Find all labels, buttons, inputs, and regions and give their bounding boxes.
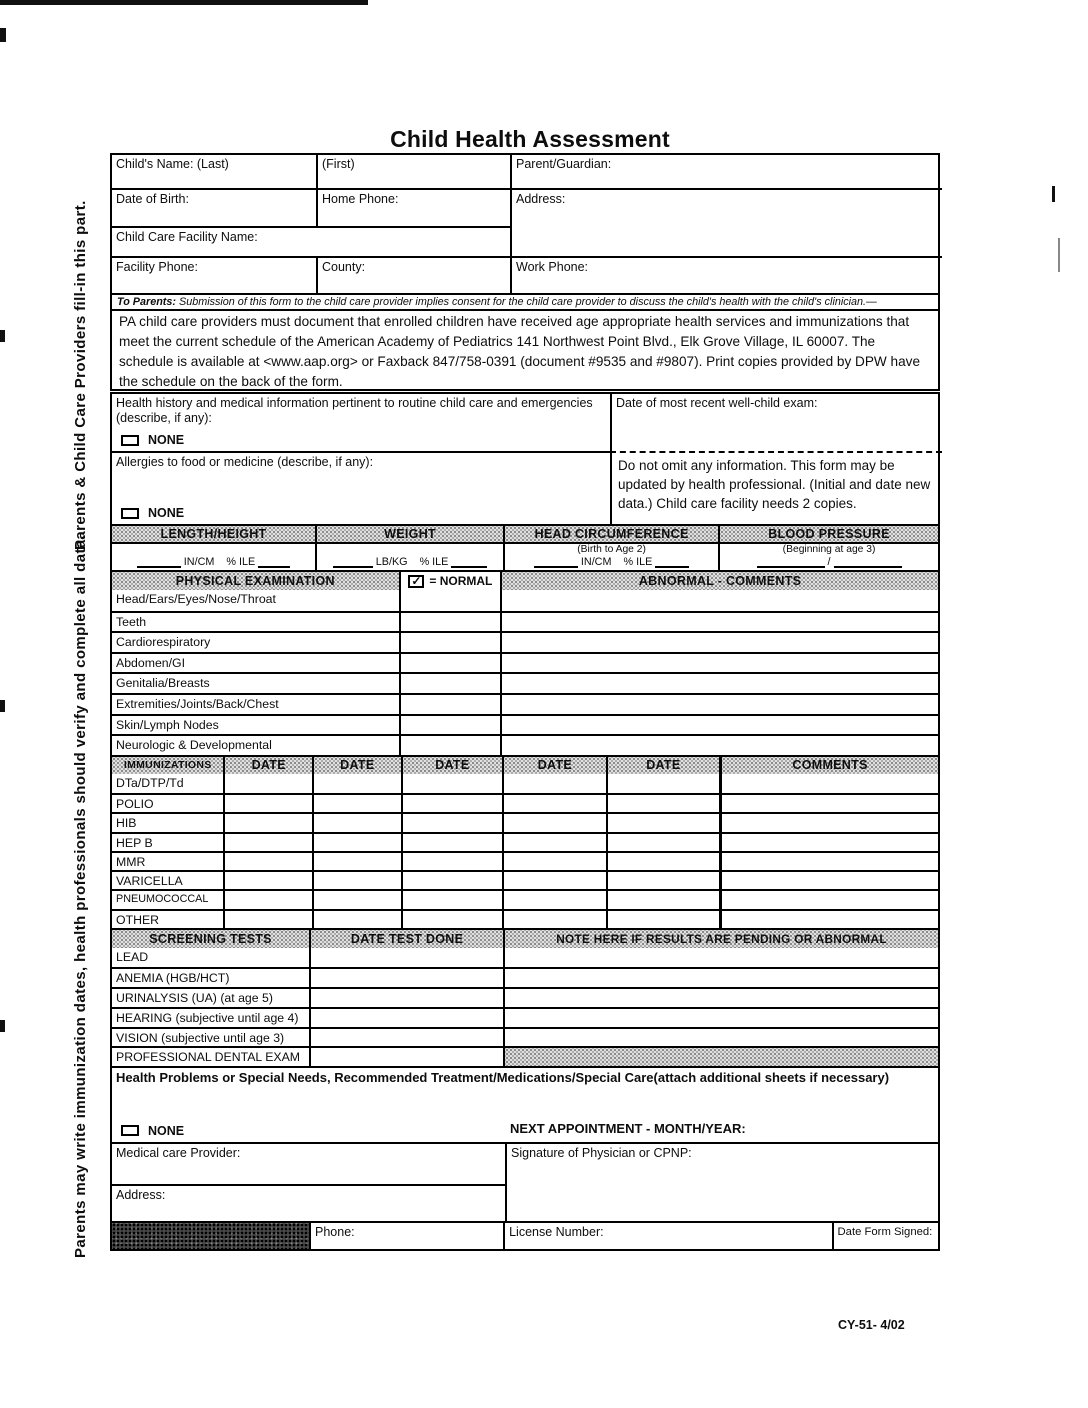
home-phone-field: Home Phone: — [316, 188, 510, 226]
scan-artifact — [1058, 238, 1060, 272]
health-history-none — [121, 433, 184, 447]
blood-pressure-header: BLOOD PRESSURE — [718, 526, 938, 542]
comments-cell — [500, 654, 938, 673]
none-label: NONE — [148, 506, 185, 520]
blood-pressure-entry — [718, 544, 938, 570]
exam-row-label: Head/Ears/Eyes/Nose/Throat — [116, 592, 276, 606]
table-row — [112, 714, 938, 735]
table-row — [112, 967, 938, 987]
vaccine-label: OTHER — [116, 912, 160, 927]
date-cell — [312, 814, 401, 831]
screening-table — [110, 948, 940, 1068]
scan-artifact — [1052, 186, 1055, 202]
note-cell — [503, 989, 938, 1007]
normal-cell — [399, 736, 501, 755]
identification-section — [110, 153, 940, 295]
date-cell — [312, 774, 401, 793]
date-cell — [223, 834, 312, 851]
vaccine-label: VARICELLA — [116, 874, 183, 888]
date-cell — [401, 853, 503, 870]
shaded-block — [112, 1223, 309, 1249]
normal-cell — [399, 695, 501, 714]
normal-label: = NORMAL — [429, 574, 493, 588]
date-cell — [401, 872, 503, 889]
date-cell — [606, 795, 719, 812]
table-row — [112, 851, 938, 870]
comments-cell — [719, 853, 938, 870]
date-cell — [606, 853, 719, 870]
comments-cell — [500, 695, 938, 714]
next-appointment-label: NEXT APPOINTMENT - MONTH/YEAR: — [510, 1120, 746, 1136]
comments-cell — [719, 795, 938, 812]
comments-cell — [719, 872, 938, 889]
date-cell — [309, 969, 503, 987]
exam-row-label: Neurologic & Developmental — [116, 738, 272, 753]
table-row — [112, 832, 938, 851]
sidebar-note-top: Parents & Child Care Providers fill-in this part. — [72, 200, 89, 550]
allergies-none — [121, 506, 184, 520]
comments-cell — [500, 674, 938, 693]
date-cell — [223, 872, 312, 889]
allergies-cell — [112, 451, 610, 524]
checkbox-icon — [121, 1125, 139, 1136]
comments-header: COMMENTS — [719, 757, 938, 774]
head-circumference-header: HEAD CIRCUMFERENCE — [503, 526, 718, 542]
date-cell — [502, 891, 606, 908]
comments-cell — [719, 774, 938, 793]
pct-ile-label: % ILE — [623, 556, 653, 568]
date-of-birth-field: Date of Birth: — [112, 188, 316, 226]
date-cell — [502, 834, 606, 851]
screening-label: HEARING (subjective until age 4) — [116, 1010, 299, 1025]
date-cell — [312, 911, 401, 928]
date-header: DATE — [401, 757, 503, 774]
normal-cell — [399, 613, 501, 632]
date-cell — [309, 1029, 503, 1047]
vaccine-label: HEP B — [116, 835, 153, 850]
date-cell — [223, 911, 312, 928]
date-header: DATE — [223, 757, 312, 774]
scan-artifact — [0, 330, 5, 342]
vaccine-label: PNEUMOCOCCAL — [116, 893, 209, 906]
health-problems-label: Health Problems or Special Needs, Recommended Treatment/Medications/Special Care(attach additional sheets if necessary) — [116, 1069, 890, 1085]
table-row — [112, 1046, 938, 1066]
normal-cell — [399, 590, 501, 611]
health-history-label: Health history and medical information pertinent to routine child care and emergencies (describe, if any): — [116, 396, 593, 425]
comments-cell — [500, 716, 938, 735]
pa-requirements-paragraph: PA child care providers must document that enrolled children have received age appropriate health services and immunizations that meet the current schedule of the American Academy of Pediatrics 141 Northwest Point Blvd., Elk Grove Village, IL 60007. The schedule is available at <www.aap.org> or Faxback 847/758-0391 (document #9535 and #9807). Print copies provided by DPW have the schedule on the back of the form. — [110, 309, 940, 391]
work-phone-field: Work Phone: — [510, 256, 942, 293]
exam-row-label: Genitalia/Breasts — [116, 676, 210, 691]
form-code: CY-51- 4/02 — [838, 1318, 905, 1332]
health-problems-none — [121, 1124, 184, 1138]
none-label: NONE — [148, 433, 185, 447]
childs-name-field: Child's Name: (Last) — [116, 157, 229, 171]
table-row — [112, 652, 938, 673]
table-row — [112, 793, 938, 812]
note-cell — [503, 969, 938, 987]
date-cell — [606, 834, 719, 851]
date-cell — [502, 853, 606, 870]
immunizations-table — [110, 774, 940, 930]
date-header: DATE — [606, 757, 719, 774]
length-height-header: LENGTH/HEIGHT — [112, 526, 315, 542]
comments-cell — [500, 590, 938, 611]
address-field: Address: — [510, 188, 942, 256]
parent-guardian-field: Parent/Guardian: — [510, 155, 942, 188]
normal-cell — [399, 674, 501, 693]
comments-cell — [719, 834, 938, 851]
date-form-signed-field: Date Form Signed: — [832, 1223, 939, 1249]
date-cell — [312, 795, 401, 812]
sidebar-note-bottom: Parents may write immunization dates, health professionals should verify and complete all data. — [72, 534, 89, 1258]
immunizations-header: IMMUNIZATIONS — [112, 757, 223, 774]
date-cell — [309, 948, 503, 968]
date-cell — [223, 853, 312, 870]
none-label: NONE — [148, 1123, 185, 1138]
date-cell — [502, 872, 606, 889]
vaccine-label: MMR — [116, 854, 146, 869]
physical-exam-header: PHYSICAL EXAMINATION — [112, 572, 399, 590]
date-cell — [312, 891, 401, 908]
page-title: Child Health Assessment — [390, 126, 670, 152]
table-row — [112, 987, 938, 1007]
date-cell — [606, 814, 719, 831]
scan-artifact — [0, 0, 368, 5]
comments-cell — [500, 633, 938, 652]
abnormal-comments-header: ABNORMAL - COMMENTS — [500, 572, 938, 590]
normal-cell — [399, 654, 501, 673]
checked-checkbox-icon: ✓ — [408, 575, 424, 588]
phone-field: Phone: — [309, 1223, 503, 1249]
exam-row-label: Teeth — [116, 614, 147, 629]
physical-exam-header-row — [110, 570, 940, 592]
measurements-header-row — [110, 524, 940, 544]
scan-artifact — [0, 700, 5, 712]
screening-label: PROFESSIONAL DENTAL EXAM — [116, 1050, 301, 1065]
table-row — [112, 870, 938, 889]
weight-entry — [315, 544, 503, 570]
screening-label: ANEMIA (HGB/HCT) — [116, 971, 230, 986]
provider-address-field: Address: — [112, 1184, 505, 1221]
date-cell — [223, 891, 312, 908]
table-row — [112, 889, 938, 908]
table-row — [112, 774, 938, 793]
screening-label: URINALYSIS (UA) (at age 5) — [116, 991, 273, 1006]
date-cell — [223, 795, 312, 812]
in-cm-label: IN/CM — [580, 556, 612, 568]
screening-label: LEAD — [116, 949, 149, 964]
checkbox-icon — [121, 508, 139, 519]
exam-row-label: Cardiorespiratory — [116, 635, 211, 650]
table-row — [112, 909, 938, 928]
scan-artifact — [0, 1020, 5, 1032]
date-cell — [606, 891, 719, 908]
allergies-label: Allergies to food or medicine (describe, if any): — [116, 455, 374, 469]
table-row — [112, 631, 938, 652]
vaccine-label: DTa/DTP/Td — [116, 775, 184, 790]
exam-row-label: Extremities/Joints/Back/Chest — [116, 696, 279, 711]
table-row — [112, 948, 938, 968]
date-cell — [502, 911, 606, 928]
date-cell — [401, 814, 503, 831]
date-cell — [309, 1048, 503, 1066]
physician-signature-field: Signature of Physician or CPNP: — [505, 1144, 942, 1221]
do-not-omit-note: Do not omit any information. This form may be updated by health professional. (Initial and date new data.) Child care facility needs 2 copies. — [610, 451, 942, 524]
date-cell — [401, 911, 503, 928]
date-cell — [401, 774, 503, 793]
to-parents-label: To Parents: — [117, 296, 176, 308]
date-cell — [401, 795, 503, 812]
comments-cell — [719, 891, 938, 908]
bp-slash: / — [827, 556, 831, 568]
date-cell — [606, 774, 719, 793]
table-row — [112, 734, 938, 755]
comments-cell — [500, 736, 938, 755]
note-cell — [503, 1009, 938, 1027]
date-header: DATE — [502, 757, 606, 774]
beginning-age3-note: (Beginning at age 3) — [782, 544, 876, 555]
normal-legend — [399, 572, 501, 590]
dental-shaded-cell — [503, 1048, 938, 1066]
date-cell — [502, 814, 606, 831]
license-number-field: License Number: — [503, 1223, 831, 1249]
date-header: DATE — [312, 757, 401, 774]
lb-kg-label: LB/KG — [375, 556, 408, 568]
measurements-entry-row — [110, 542, 940, 572]
provider-signature-section — [110, 1142, 940, 1223]
county-field: County: — [316, 256, 510, 293]
table-row — [112, 611, 938, 632]
date-cell — [309, 989, 503, 1007]
table-row — [112, 812, 938, 831]
physical-exam-table — [110, 590, 940, 757]
table-row — [112, 590, 938, 611]
date-cell — [401, 891, 503, 908]
comments-cell — [500, 613, 938, 632]
date-cell — [309, 1009, 503, 1027]
date-cell — [606, 872, 719, 889]
normal-cell — [399, 633, 501, 652]
well-child-exam-label: Date of most recent well-child exam: — [616, 396, 818, 410]
note-cell — [503, 1029, 938, 1047]
length-height-entry — [112, 544, 315, 570]
date-cell — [223, 814, 312, 831]
date-cell — [223, 774, 312, 793]
date-test-done-header: DATE TEST DONE — [309, 930, 503, 948]
table-row — [112, 1007, 938, 1027]
facility-phone-field: Facility Phone: — [112, 256, 316, 293]
vaccine-label: HIB — [116, 816, 137, 831]
bottom-strip — [110, 1221, 940, 1251]
table-row — [112, 672, 938, 693]
comments-cell — [719, 911, 938, 928]
scan-artifact — [0, 28, 6, 42]
birth-to-age2-note: (Birth to Age 2) — [577, 544, 646, 555]
date-cell — [502, 795, 606, 812]
in-cm-label: IN/CM — [183, 556, 215, 568]
first-name-field: (First) — [316, 155, 510, 188]
table-row — [112, 1027, 938, 1047]
medical-provider-field: Medical care Provider: — [116, 1145, 241, 1160]
date-cell — [312, 834, 401, 851]
pct-ile-label: % ILE — [419, 556, 449, 568]
health-history-cell — [112, 394, 610, 451]
screening-tests-header: SCREENING TESTS — [112, 930, 309, 948]
note-cell — [503, 948, 938, 968]
immunizations-header-row — [110, 755, 940, 776]
well-child-exam-cell — [610, 394, 942, 451]
date-cell — [502, 774, 606, 793]
table-row — [112, 693, 938, 714]
date-cell — [312, 853, 401, 870]
history-section — [110, 392, 940, 526]
child-health-assessment-form — [110, 155, 940, 1251]
comments-cell — [719, 814, 938, 831]
pct-ile-label: % ILE — [226, 556, 256, 568]
results-note-header: NOTE HERE IF RESULTS ARE PENDING OR ABNORMAL — [503, 930, 938, 948]
vaccine-label: POLIO — [116, 797, 154, 811]
date-cell — [606, 911, 719, 928]
screening-label: VISION (subjective until age 3) — [116, 1030, 285, 1045]
exam-row-label: Abdomen/GI — [116, 655, 186, 670]
to-parents-text: Submission of this form to the child care provider implies consent for the child care provider to discuss the child's health with the child's clinician.— — [179, 296, 877, 308]
health-problems-section — [110, 1066, 940, 1144]
facility-name-field: Child Care Facility Name: — [112, 226, 510, 256]
weight-header: WEIGHT — [315, 526, 503, 542]
exam-row-label: Skin/Lymph Nodes — [116, 717, 219, 732]
date-cell — [312, 872, 401, 889]
screening-header-row — [110, 928, 940, 950]
checkbox-icon — [121, 435, 139, 446]
head-circumference-entry — [503, 544, 718, 570]
date-cell — [401, 834, 503, 851]
normal-cell — [399, 716, 501, 735]
